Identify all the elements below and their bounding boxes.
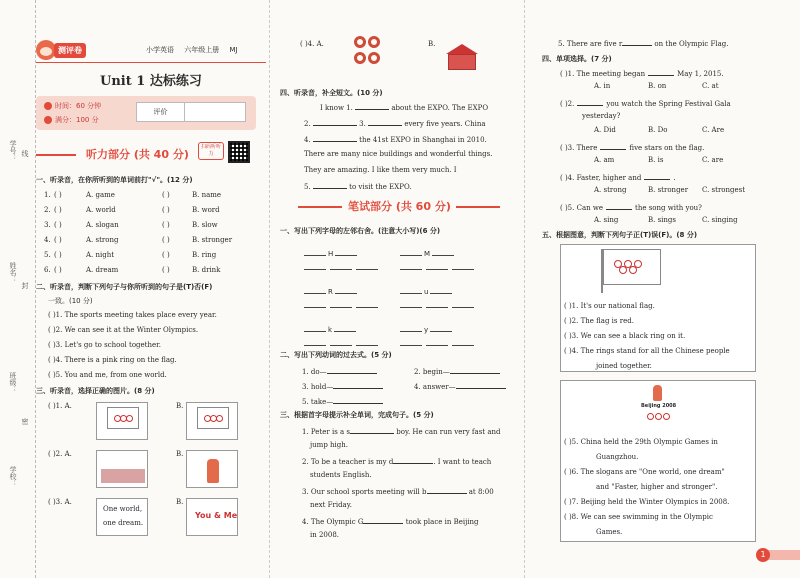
letter-blank[interactable] [426,302,448,308]
q2-item: ( )3. Let's go to school together. [48,341,161,349]
beijing-2008-logo: Beijing 2008 [641,403,677,409]
letter-cell [398,288,454,296]
letter: y [424,326,429,334]
letter-blank[interactable] [426,264,448,270]
q1-option-a: A. world [86,206,116,214]
q1-option-b: B. ring [192,251,217,259]
w4-option[interactable]: A. sing [594,216,619,224]
letter-blank-right[interactable] [335,250,357,256]
letter-blank-left[interactable] [304,326,326,332]
q1-heading: 一、听录音，在你所听到的单词前打"√"。(12 分) [36,176,193,184]
letter-cell-lower [302,264,380,272]
column-3 [530,0,795,578]
letter-cell-lower [398,264,476,272]
w5-heading: 五、根据图意，判断下列句子正(T)误(F)。(8 分) [542,231,698,239]
letter: M [424,250,431,258]
one-world-text: One world, [103,505,143,513]
q3-picture-a[interactable] [96,402,148,440]
w4-option[interactable]: A. strong [594,186,627,194]
runner-icon [207,459,219,483]
w5-item: ( )2. The flag is red. [564,317,634,325]
q1-option-b: B. name [192,191,222,199]
w4-option[interactable]: A. in [594,82,611,90]
w4-option[interactable]: A. Did [594,126,616,134]
letter-cell-lower [398,340,476,348]
q4-line-1: I know 1. about the EXPO. The EXPO [320,104,489,112]
q3-item-4-label: ( )4. A. [300,40,324,48]
binding-gutter [0,0,36,578]
letter-blank[interactable] [330,302,352,308]
letter-blank[interactable] [330,340,352,346]
q1-option-a: A. slogan [86,221,119,229]
q3-picture-b[interactable] [186,498,238,536]
letter: k [328,326,333,334]
w4-blank[interactable] [600,142,626,150]
q2-item: ( )2. We can see it at the Winter Olympics. [48,326,199,334]
score-field[interactable] [136,102,246,122]
w3-heading: 三、根据首字母提示补全单词，完成句子。(5 分) [280,411,434,419]
one-dream-text: one dream. [103,519,144,527]
w3-line-3: 2. To be a teacher is my d . I want to teach [302,458,492,466]
letter: u [424,288,429,296]
letter-blank[interactable] [400,340,422,346]
header-meta [146,45,246,55]
w4-blank[interactable] [577,98,603,106]
w4-question [560,142,704,152]
letter-blank-right[interactable] [430,288,452,294]
letter-cell [302,288,359,296]
w4-question [560,68,724,78]
letter-blank[interactable] [400,302,422,308]
w4-q: ( )1. The meeting began [560,70,646,78]
letter-cell [302,326,358,334]
letter-cell-lower [302,340,380,348]
olympic-flag-icon [197,407,229,429]
letter: R [328,288,333,296]
letter-blank[interactable] [356,264,378,270]
brand-logo [36,40,96,60]
w4-blank[interactable] [648,68,674,76]
q1-paren-a[interactable]: ( ) [54,191,62,199]
w4-question [560,202,702,212]
q1-paren-a[interactable]: ( ) [54,206,62,214]
letter-blank[interactable] [356,340,378,346]
w2-heading: 二、写出下列动词的过去式。(5 分) [280,351,392,359]
w2-item-3: 3. hold— [302,381,383,391]
q4-blank-1[interactable] [355,102,389,110]
letter-blank[interactable] [452,302,474,308]
q3-picture-a[interactable] [96,450,148,488]
letter-blank[interactable] [304,264,326,270]
q1-paren-b[interactable]: ( ) [162,251,170,259]
w4-option[interactable]: B. sings [648,216,677,224]
qr-tag: 扫码听听力 [198,142,224,160]
subject: 小学英语 [146,46,174,54]
q3-picture-b[interactable] [186,450,238,488]
q1-item-num: 4. [44,236,51,244]
clock-icon [44,102,52,110]
letter-blank-left[interactable] [400,326,422,332]
ring-icon [126,415,133,422]
w4-q2: you watch the Spring Festival Gala [606,100,731,108]
w3-line-1: 1. Peter is a s boy. He can run very fast and [302,428,501,436]
w5-item: Guangzhou. [596,453,639,461]
w4-q2: five stars on the flag. [629,144,705,152]
q3-item-4-b: B. [428,40,436,48]
w4-q: ( )2. [560,100,575,108]
w4-option[interactable]: A. am [594,156,615,164]
letter-blank[interactable] [426,340,448,346]
w5-item: Games. [596,528,623,536]
q4-line-6: 5. to visit the EXPO. [304,183,412,191]
w4-blank[interactable] [606,202,632,210]
q1-item-num: 3. [44,221,51,229]
q1-option-b: B. slow [192,221,218,229]
q1-option-a: A. dream [86,266,119,274]
w4-option[interactable]: B. Do [648,126,668,134]
q1-option-a: A. night [86,251,115,259]
q1-option-b: B. word [192,206,220,214]
w4-option[interactable]: B. is [648,156,664,164]
w4-q2: May 1, 2015. [677,70,724,78]
q3-item-b: B. [176,450,184,458]
letter-blank-left[interactable] [400,250,422,256]
q3-item-b: B. [176,498,184,506]
letter-cell [398,326,454,334]
qr-code-icon[interactable] [228,141,250,163]
q2-heading: 二、听录音，判断下列句子与你所听到的句子是(T)否(F) [36,283,213,291]
edition: MJ [229,46,238,54]
letter-blank-right[interactable] [335,288,357,294]
student-no-label: 学号： [9,140,17,161]
writing-line-left [298,206,342,208]
w4-option[interactable]: C. at [702,82,719,90]
swimmer-icon [101,455,145,483]
info-box [36,96,256,130]
w1-heading: 一、写出下列字母的左邻右舍。(注意大小写)(6 分) [280,227,441,235]
olympic-rings-picture [354,36,390,72]
time-limit: 时间：60 分钟 [44,101,101,111]
letter-blank[interactable] [356,302,378,308]
letter-blank-left[interactable] [304,250,326,256]
q4-blank-5[interactable] [313,181,347,189]
w4-q3: yesterday? [582,112,621,120]
w4-option[interactable]: B. stronger [648,186,689,194]
letter-blank-right[interactable] [430,326,452,332]
w5-item: ( )1. It's our national flag. [564,302,655,310]
q2-item: ( )5. You and me, from one world. [48,371,167,379]
w4-blank[interactable] [644,172,670,180]
olympic-rings-icon [647,413,677,423]
q1-item-num: 5. [44,251,51,259]
page-number: 1 [756,548,770,562]
q1-paren-a[interactable]: ( ) [54,266,62,274]
w4-option[interactable]: C. singing [702,216,738,224]
full-score: 满分：100 分 [44,115,99,125]
name-label: 姓名： [9,262,17,283]
part-line-left [36,154,76,156]
w5-item: ( )8. We can see swimming in the Olympic [564,513,713,521]
class-label: 班级： [9,372,17,393]
letter-cell [302,250,359,258]
score-label: 评价 [137,103,185,121]
q1-option-b: B. drink [192,266,221,274]
q1-paren-a[interactable]: ( ) [54,236,62,244]
header-divider [36,62,266,63]
q1-paren-b[interactable]: ( ) [162,236,170,244]
q4-line-3: 4. the 41st EXPO in Shanghai in 2010. [304,136,487,144]
w4-option[interactable]: C. are [702,156,724,164]
w3-line-5: 3. Our school sports meeting will b at 8:00 [302,488,494,496]
q3-heading: 三、听录音，选择正确的图片。(8 分) [36,387,155,395]
seal-mi-label: 密 [21,418,29,425]
letter-cell-lower [302,302,380,310]
q3-item-label: ( )3. A. [48,498,72,506]
w5-item: ( )7. Beijing held the Winter Olympics in 2008. [564,498,730,506]
q3-picture-a[interactable] [96,498,148,536]
q1-paren-b[interactable]: ( ) [162,266,170,274]
q3-item-label: ( )1. A. [48,402,72,410]
w2-item-1: 1. do— [302,366,377,376]
w4-q: ( )4. Faster, higher and [560,174,642,182]
page-header [36,40,266,62]
w4-option[interactable]: C. Are [702,126,725,134]
w4-option[interactable]: C. strongest [702,186,746,194]
w4-heading: 四、单项选择。(7 分) [542,55,612,63]
w2-item-4: 4. answer— [414,381,506,391]
q1-paren-b[interactable]: ( ) [162,206,170,214]
letter-blank-left[interactable] [304,288,326,294]
q1-item-num: 2. [44,206,51,214]
w2-item-5: 5. take— [302,396,383,406]
q1-option-a: A. game [86,191,115,199]
w4-question [560,98,731,108]
w5-item: ( )3. We can see a black ring on it. [564,332,686,340]
q1-paren-a[interactable]: ( ) [54,251,62,259]
q2-item: ( )4. There is a pink ring on the flag. [48,356,177,364]
school-label: 学校： [9,466,17,487]
q3-item-b: B. [176,402,184,410]
building-picture [444,44,480,72]
letter: H [328,250,334,258]
w5-item: ( )4. The rings stand for all the Chinese people [564,347,730,355]
q4-heading: 四、听录音，补全短文。(10 分) [280,89,383,97]
logo-text: 测评卷 [54,43,86,58]
q4-blank-2[interactable] [313,118,357,126]
q1-option-b: B. stronger [192,236,233,244]
q1-item-num: 1. [44,191,51,199]
w4-q: ( )3. There [560,144,598,152]
mascot-icon [36,40,56,60]
grade: 六年级上册 [184,46,220,54]
letter-blank[interactable] [400,264,422,270]
q4-blank-3[interactable] [368,118,402,126]
q4-line-4: There are many nice buildings and wonderful things. [304,150,493,158]
letter-blank-right[interactable] [432,250,454,256]
q1-option-a: A. strong [86,236,119,244]
w2-item-2: 2. begin— [414,366,500,376]
you-me-text: You & Me [195,511,238,520]
olympic-flag-icon [603,249,661,285]
w3-line-6: next Friday. [310,501,352,509]
q4-blank-4[interactable] [313,134,357,142]
letter-blank[interactable] [304,340,326,346]
writing-part-title: 笔试部分 (共 60 分) [348,200,451,213]
seal-feng-label: 封 [21,282,29,289]
q1-paren-b[interactable]: ( ) [162,191,170,199]
column-1 [36,0,270,578]
letter-blank[interactable] [452,264,474,270]
w4-q2: the song with you? [635,204,702,212]
q3-item-label: ( )2. A. [48,450,72,458]
w4-question [560,172,676,182]
letter-blank[interactable] [452,340,474,346]
ring-icon [216,415,223,422]
letter-cell [398,250,456,258]
q2-item: ( )1. The sports meeting takes place every year. [48,311,217,319]
q1-item-num: 6. [44,266,51,274]
beijing-emblem-icon [653,385,662,401]
letter-blank-right[interactable] [334,326,356,332]
q3-picture-b[interactable] [186,402,238,440]
page-title: Unit 1 达标练习 [100,74,202,89]
letter-blank-left[interactable] [400,288,422,294]
w5-item: and "Faster, higher and stronger". [596,483,718,491]
seal-line-label: 线 [21,150,29,157]
w3-line-8: in 2008. [310,531,340,539]
letter-blank[interactable] [330,264,352,270]
writing-line-right [456,206,500,208]
w3-line-2: jump high. [310,441,348,449]
column-2 [280,0,525,578]
q4-line-5: They are amazing. I like them very much. I [304,166,457,174]
letter-cell-lower [398,302,476,310]
q4-line-2: 2. 3. every five years. China [304,120,486,128]
listening-part-title: 听力部分 (共 40 分) [86,148,189,161]
w3-line-4: students English. [310,471,372,479]
w4-q: ( )5. Can we [560,204,603,212]
score-icon [44,116,52,124]
q1-paren-a[interactable]: ( ) [54,221,62,229]
w4-q2: . [673,174,676,182]
olympic-flag-icon [107,407,139,429]
letter-blank[interactable] [304,302,326,308]
w4-option[interactable]: B. on [648,82,667,90]
w5-item: ( )6. The slogans are "One world, one dream" [564,468,725,476]
w3-line-7: 4. The Olympic G took place in Beijing [302,518,479,526]
w3-item-5: 5. There are five r on the Olympic Flag. [558,40,729,48]
w5-item: joined together. [596,362,652,370]
q1-paren-b[interactable]: ( ) [162,221,170,229]
w5-item: ( )5. China held the 29th Olympic Games in [564,438,718,446]
q2-heading-cont: 一致。(10 分) [48,297,93,305]
